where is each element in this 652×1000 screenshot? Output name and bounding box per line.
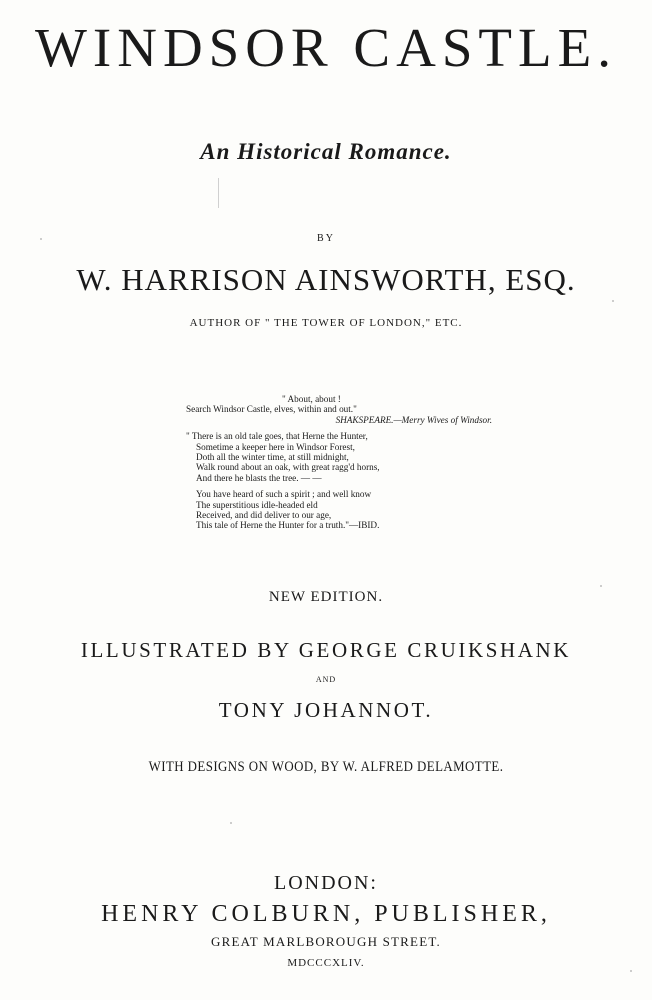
scan-speck: [40, 238, 42, 240]
epigraph-line: This tale of Herne the Hunter for a truth."—IBID.: [196, 520, 380, 531]
epigraph-line: Sometime a keeper here in Windsor Forest,: [196, 441, 355, 452]
epigraph-line: And there he blasts the tree. — —: [196, 472, 322, 483]
scan-speck: [600, 585, 602, 587]
epigraph-line: The superstitious idle-headed eld: [196, 499, 318, 510]
epigraph-line: Received, and did deliver to our age,: [196, 510, 332, 521]
epigraph-line: You have heard of such a spirit ; and well know: [196, 489, 372, 500]
epigraph-source: SHAKSPEARE.—Merry Wives of Windsor.: [335, 414, 492, 425]
epigraph-line: " About, about !: [282, 394, 341, 404]
book-subtitle: An Historical Romance.: [200, 139, 452, 164]
scan-speck: [630, 970, 632, 972]
by-label: BY: [317, 233, 335, 244]
book-title: WINDSOR CASTLE.: [35, 17, 617, 78]
imprint-city: LONDON:: [274, 872, 378, 894]
author-name: W. HARRISON AINSWORTH, ESQ.: [76, 262, 576, 297]
epigraph-line: " There is an old tale goes, that Herne the Hunter,: [186, 431, 368, 442]
illustrated-by-line: ILLUSTRATED BY GEORGE CRUIKSHANK: [80, 638, 572, 662]
scan-speck: [612, 300, 614, 302]
designs-line: WITH DESIGNS ON WOOD, BY W. ALFRED DELAMOTTE.: [148, 759, 504, 775]
author-of-line: AUTHOR OF " THE TOWER OF LONDON," ETC.: [189, 317, 463, 329]
scan-speck: [230, 822, 232, 824]
epigraph-line: Doth all the winter time, at still midnight,: [196, 452, 349, 463]
and-label: AND: [315, 675, 337, 684]
second-illustrator: TONY JOHANNOT.: [218, 698, 434, 722]
scan-speck: [218, 178, 219, 208]
epigraph: [186, 394, 496, 531]
imprint-publisher: HENRY COLBURN, PUBLISHER,: [101, 901, 551, 927]
epigraph-line: Search Windsor Castle, elves, within and out.": [186, 404, 357, 415]
imprint-date: MDCCCXLIV.: [287, 957, 365, 969]
imprint-street: GREAT MARLBOROUGH STREET.: [211, 934, 441, 949]
epigraph-line: Walk round about an oak, with great ragg'd horns,: [196, 462, 380, 473]
edition-label: NEW EDITION.: [268, 589, 384, 605]
